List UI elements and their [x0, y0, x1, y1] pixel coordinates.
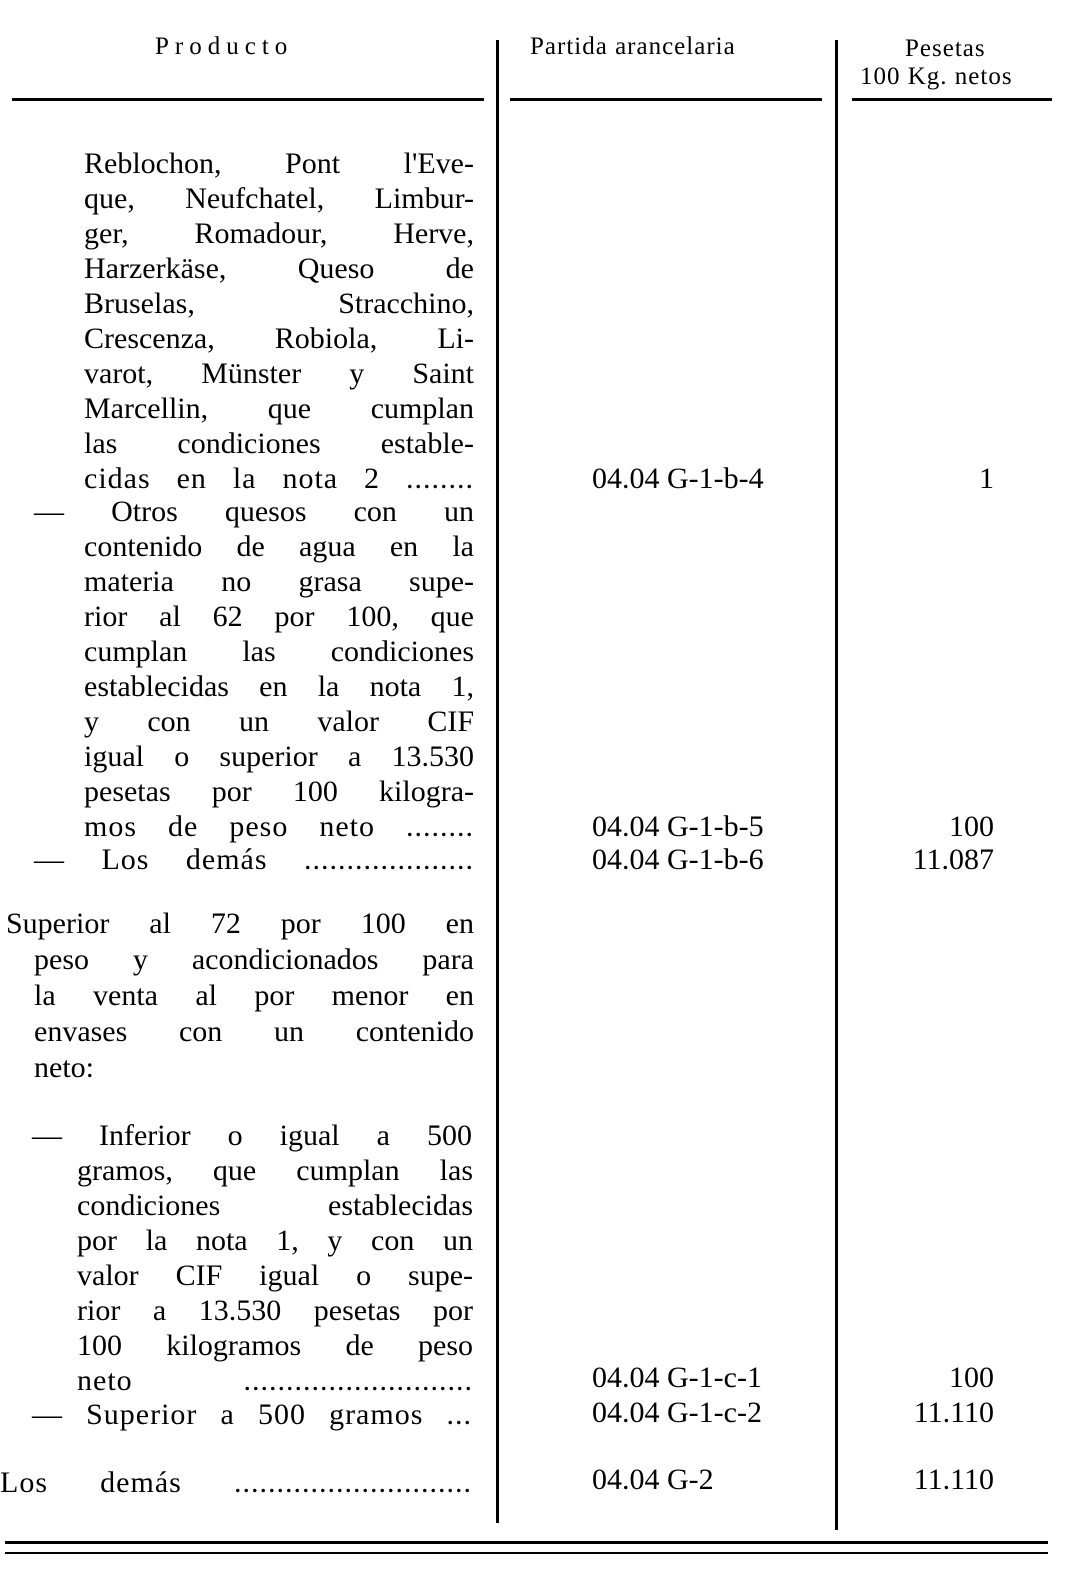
- block-1-line: las condiciones estable-: [84, 427, 474, 460]
- block-2-line: pesetas por 100 kilogra-: [84, 775, 474, 808]
- block-2-line: contenido de agua en la: [84, 530, 474, 563]
- block-5-line: neto ...........................: [77, 1364, 473, 1397]
- block-2-line: y con un valor CIF: [84, 705, 474, 738]
- block-1-value: 1: [979, 462, 994, 495]
- footer-rule-bottom: [5, 1552, 1048, 1554]
- block-2-value: 100: [949, 810, 994, 843]
- block-3-line: — Los demás ....................: [34, 843, 474, 876]
- block-7-value: 11.110: [913, 1463, 994, 1496]
- block-4-line: la venta al por menor en: [34, 979, 474, 1012]
- block-1-line: varot, Münster y Saint: [84, 357, 474, 390]
- block-3-value: 11.087: [912, 843, 994, 876]
- block-5-line: por la nota 1, y con un: [77, 1224, 473, 1257]
- header-rule-pesetas: [852, 98, 1052, 101]
- block-6-line: — Superior a 500 gramos ...: [32, 1398, 472, 1431]
- block-1-code: 04.04 G-1-b-4: [592, 462, 764, 495]
- block-7-line: Los demás ............................: [0, 1466, 472, 1499]
- block-5-value: 100: [949, 1361, 994, 1394]
- header-rule-tariff: [510, 98, 822, 101]
- block-4-line: neto:: [34, 1051, 94, 1084]
- block-2-line: establecidas en la nota 1,: [84, 670, 474, 703]
- block-5-line: rior a 13.530 pesetas por: [77, 1294, 473, 1327]
- block-6-value: 11.110: [913, 1396, 994, 1429]
- block-1-line: que, Neufchatel, Limbur-: [84, 182, 474, 215]
- header-tariff: Partida arancelaria: [530, 33, 736, 60]
- block-2-line: — Otros quesos con un: [34, 495, 474, 528]
- block-1-line: cidas en la nota 2 ........: [84, 462, 474, 495]
- block-1-line: Harzerkäse, Queso de: [84, 252, 474, 285]
- block-5-line: condiciones establecidas: [77, 1189, 473, 1222]
- block-4-line: Superior al 72 por 100 en: [6, 907, 474, 940]
- column-divider-right: [835, 40, 838, 1530]
- block-2-line: mos de peso neto ........: [84, 810, 474, 843]
- block-5-code: 04.04 G-1-c-1: [592, 1361, 762, 1394]
- column-divider-left: [496, 40, 499, 1523]
- block-7-code: 04.04 G-2: [592, 1463, 714, 1496]
- block-5-line: 100 kilogramos de peso: [77, 1329, 473, 1362]
- block-2-line: materia no grasa supe-: [84, 565, 474, 598]
- header-rule-product: [12, 98, 484, 101]
- block-1-line: Crescenza, Robiola, Li-: [84, 322, 474, 355]
- block-2-code: 04.04 G-1-b-5: [592, 810, 764, 843]
- block-3-code: 04.04 G-1-b-6: [592, 843, 764, 876]
- block-1-line: Marcellin, que cumplan: [84, 392, 474, 425]
- block-4-line: peso y acondicionados para: [34, 943, 474, 976]
- header-product: Producto: [155, 33, 294, 60]
- block-5-line: — Inferior o igual a 500: [32, 1119, 472, 1152]
- block-6-code: 04.04 G-1-c-2: [592, 1396, 762, 1429]
- block-1-line: Reblochon, Pont l'Eve-: [84, 147, 474, 180]
- header-pesetas-line2: 100 Kg. netos: [860, 63, 1013, 90]
- block-2-line: rior al 62 por 100, que: [84, 600, 474, 633]
- footer-rule-top: [5, 1541, 1048, 1544]
- block-5-line: valor CIF igual o supe-: [77, 1259, 473, 1292]
- block-2-line: cumplan las condiciones: [84, 635, 474, 668]
- block-1-line: Bruselas, Stracchino,: [84, 287, 474, 320]
- block-4-line: envases con un contenido: [34, 1015, 474, 1048]
- block-1-line: ger, Romadour, Herve,: [84, 217, 474, 250]
- block-5-line: gramos, que cumplan las: [77, 1154, 473, 1187]
- block-2-line: igual o superior a 13.530: [84, 740, 474, 773]
- header-pesetas-line1: Pesetas: [905, 35, 986, 62]
